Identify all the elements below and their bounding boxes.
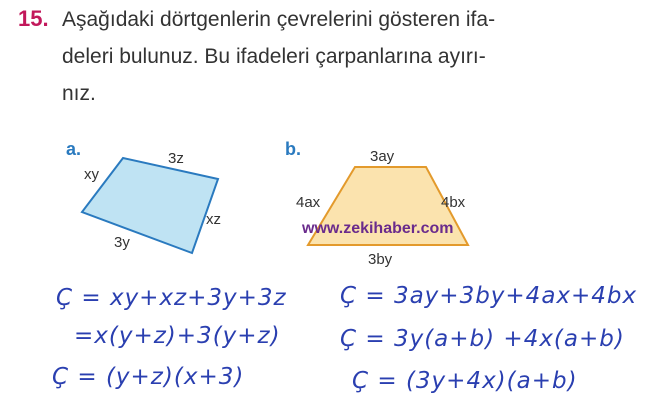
question-number: 15. <box>18 6 49 31</box>
figure-b-side-left: 4ax <box>296 194 321 211</box>
handwriting-a-line-2: =x(y+z)+3(y+z) <box>74 323 281 349</box>
figure-a-label: a. <box>66 139 82 159</box>
question-text-line-3: nız. <box>62 82 96 105</box>
figure-b-label: b. <box>285 139 301 159</box>
figure-b-side-right: 4bx <box>441 194 466 211</box>
figure-b-side-top: 3ay <box>370 148 395 165</box>
handwriting-a-line-1: Ç = xy+xz+3y+3z <box>56 285 287 311</box>
handwriting-b-line-1: Ç = 3ay+3by+4ax+4bx <box>340 283 638 309</box>
handwriting-a-line-3: Ç = (y+z)(x+3) <box>52 364 245 390</box>
quadrilateral-a <box>82 158 218 253</box>
question-text-line-2: deleri bulunuz. Bu ifadeleri çarpanlarına ayırı- <box>62 45 486 68</box>
figure-b-side-bottom: 3by <box>368 251 393 268</box>
figure-a-side-top: 3z <box>168 150 184 167</box>
handwriting-b-line-3: Ç = (3y+4x)(a+b) <box>352 368 578 394</box>
figure-a-side-right: xz <box>206 211 221 228</box>
handwriting-b-line-2: Ç = 3y(a+b) +4x(a+b) <box>340 326 625 352</box>
watermark-text: www.zekihaber.com <box>302 220 454 237</box>
question-text-line-1: Aşağıdaki dörtgenlerin çevrelerini gösteren ifa- <box>62 8 496 31</box>
figure-a-side-bottom: 3y <box>114 234 130 251</box>
figure-a-side-left: xy <box>84 166 99 183</box>
